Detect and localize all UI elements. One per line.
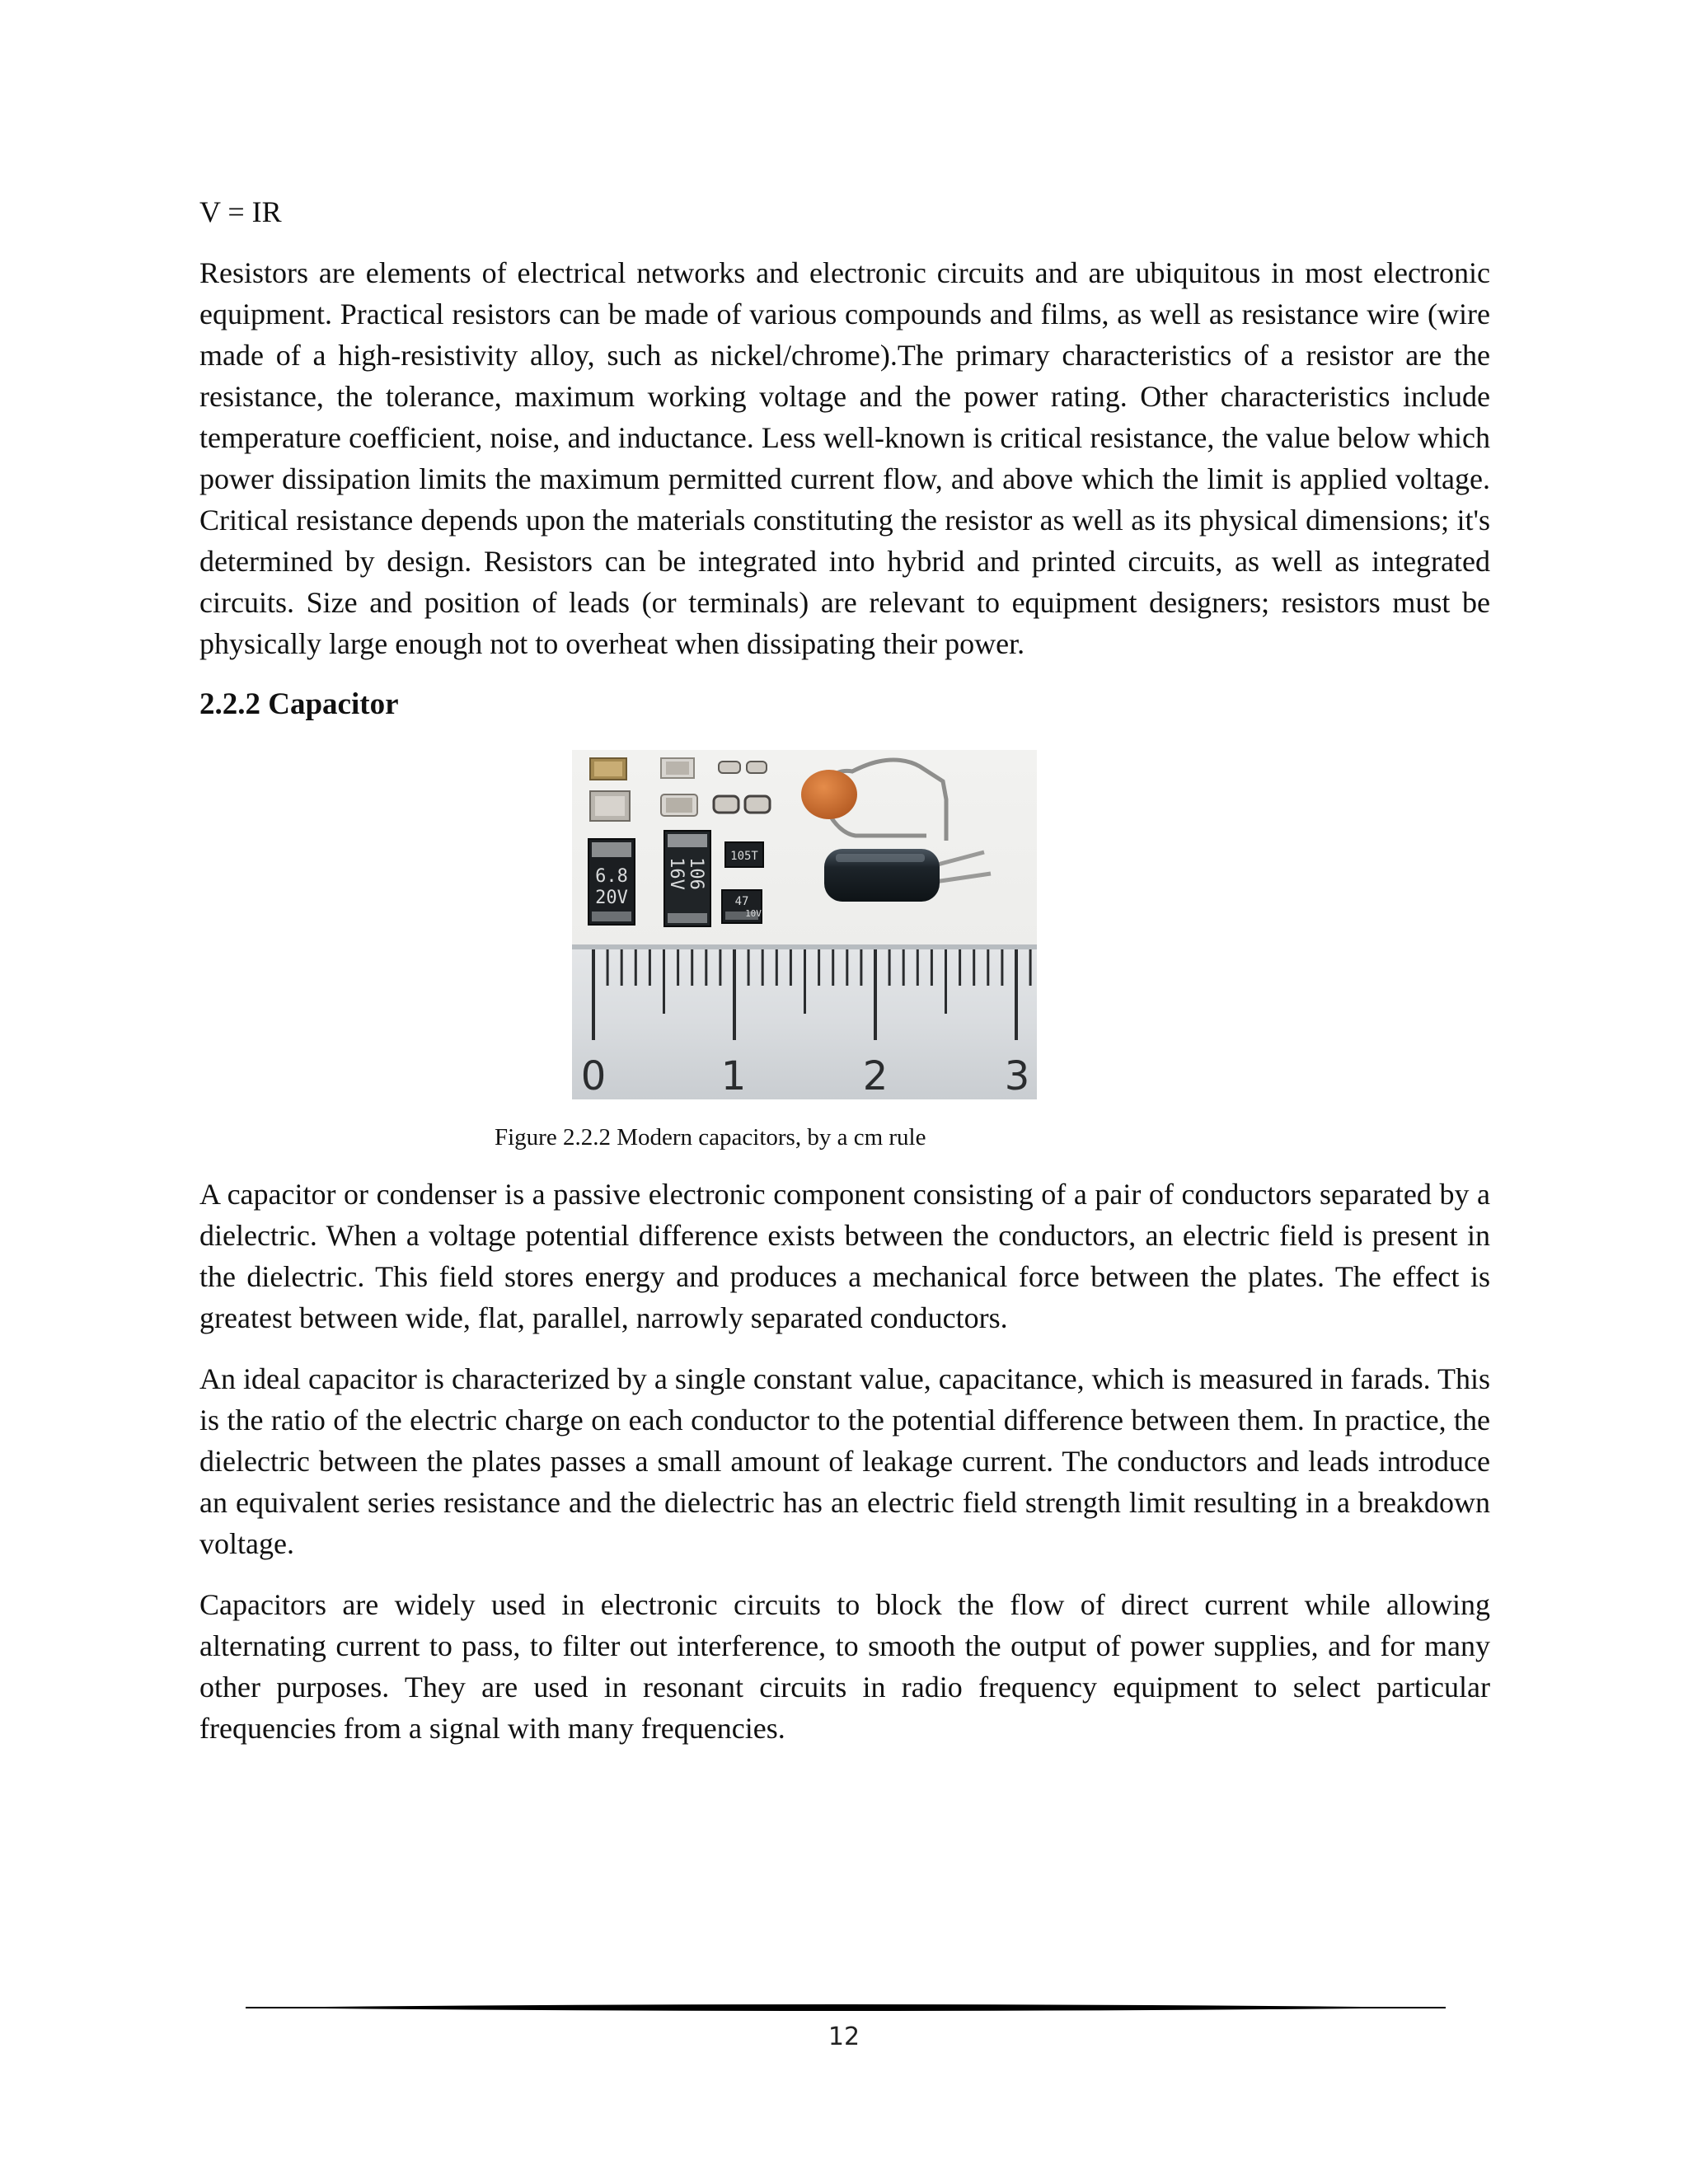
cap4-value-label: 47 <box>734 895 749 908</box>
tantalum-capacitor-2 <box>664 831 710 926</box>
paragraph-capacitor-uses: Capacitors are widely used in electronic circuits to block the flow of direct current while allowing alternating current to pass, to filter out interference, to smooth the output of power supplies, and for many other purposes. They are used in resonant circuits in radio frequency equipment to select particular frequencies from a signal with many frequencies. <box>199 1588 1490 1745</box>
page-content <box>199 191 1490 1769</box>
ruler-label-1: 1 <box>720 1053 747 1099</box>
figure-caption: Figure 2.2.2 Modern capacitors, by a cm rule <box>495 1124 926 1151</box>
smd-tantalum-105t <box>725 842 763 867</box>
tantalum-capacitor-1 <box>588 839 635 925</box>
smd-tantalum-47 <box>722 890 762 923</box>
paragraph-capacitor-definition: A capacitor or condenser is a passive electronic component consisting of a pair of conductors separated by a dielectric. When a voltage potential difference exists between the conductors, an electric field is present in the dielectric. This field stores energy and produces a mechanical force between the plates. The effect is greatest between wide, flat, parallel, narrowly separated conductors. <box>199 1178 1490 1334</box>
capacitors-photo <box>572 750 1037 1099</box>
ruler-label-2: 2 <box>862 1053 889 1099</box>
figure-capacitors <box>199 750 1490 1099</box>
cap2-value-label: 106 <box>686 857 706 890</box>
cap4-voltage-label: 10V <box>745 908 762 919</box>
page-number: 12 <box>828 2022 860 2051</box>
cap1-voltage-label: 20V <box>595 888 628 908</box>
paragraph-ideal-capacitor: An ideal capacitor is characterized by a single constant value, capacitance, which is measured in farads. This is the ratio of the electric charge on each conductor to the potential difference between them. In practice, the dielectric between the plates passes a small amount of leakage current. The conductors and leads introduce an equivalent series resistance and the dielectric has an electric field strength limit resulting in a breakdown voltage. <box>199 1362 1490 1560</box>
paragraph-resistors: Resistors are elements of electrical networks and electronic circuits and are ubiquitous in most electronic equipment. Practical resistors can be made of various compounds and films, as well as resistance wire (wire made of a high-resistivity alloy, such as nickel/chrome).The primary characteristics of a resistor are the resistance, the tolerance, maximum working voltage and the power rating. Other characteristics include temperature coefficient, noise, and inductance. Less well-known is critical resistance, the value below which power dissipation limits the maximum permitted current flow, and above which the limit is applied voltage. Critical resistance depends upon the materials constituting the resistor as well as its physical dimensions; it's determined by design. Resistors can be integrated into hybrid and printed circuits, as well as integrated circuits. Size and position of leads (or terminals) are relevant to equipment designers; resistors must be physically large enough not to overheat when dissipating their power. <box>199 256 1490 660</box>
cm-ruler <box>572 944 1037 1099</box>
footer-rule <box>246 2003 1446 2014</box>
ohms-law-formula: V = IR <box>199 195 282 228</box>
ruler-label-0: 0 <box>580 1053 607 1099</box>
cap3-code-label: 105T <box>730 850 758 863</box>
ruler-label-3: 3 <box>1004 1053 1030 1099</box>
section-heading-capacitor: 2.2.2 Capacitor <box>199 687 399 721</box>
cap2-voltage-label: 16V <box>666 857 687 890</box>
cap1-value-label: 6.8 <box>595 866 628 887</box>
